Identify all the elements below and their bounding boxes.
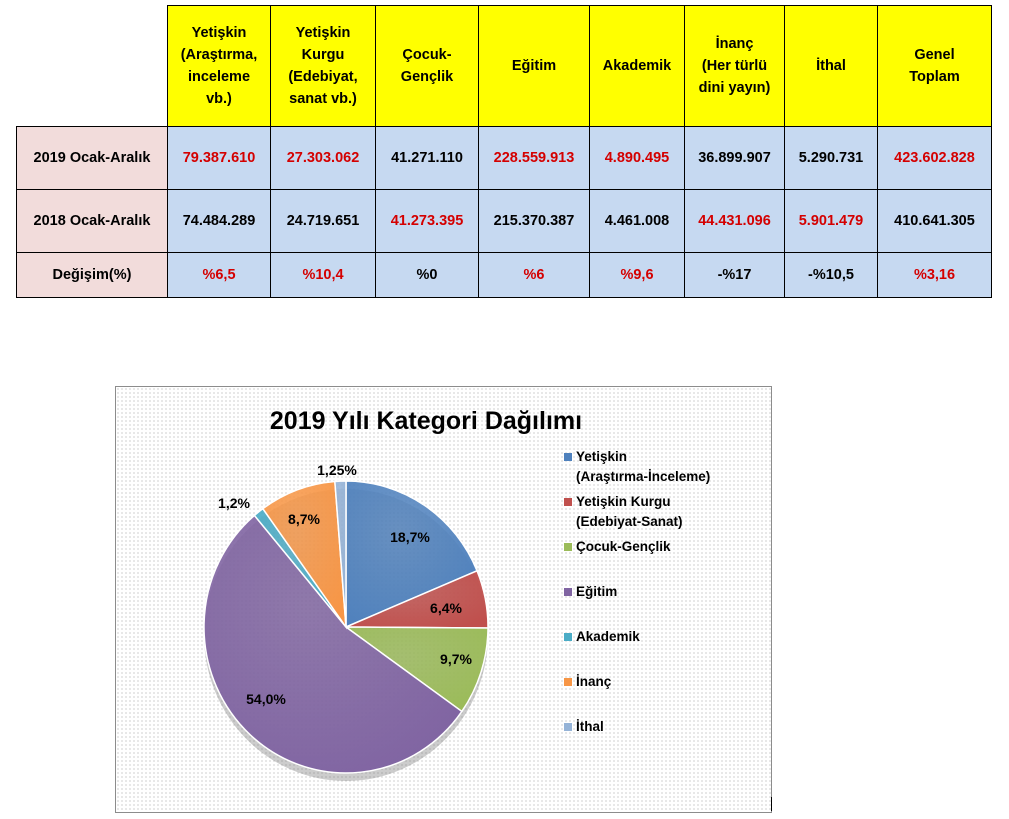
legend-label-line: (Araştırma-İnceleme) xyxy=(576,469,711,484)
slice-label-4: 54,0% xyxy=(246,691,286,707)
table-cell: %3,16 xyxy=(878,253,992,298)
column-header-line: (Her türlü xyxy=(701,58,768,74)
legend-item-1 xyxy=(564,447,764,487)
legend-item-4 xyxy=(564,582,764,602)
column-header-line: Çocuk- xyxy=(402,47,452,63)
column-header-line: (Edebiyat, xyxy=(288,69,358,85)
column-header-line: Gençlik xyxy=(400,69,454,85)
legend-label-line: Akademik xyxy=(576,629,640,644)
row-label: Değişim(%) xyxy=(17,253,168,298)
table-row xyxy=(17,190,992,253)
column-header-2 xyxy=(271,6,376,127)
column-header-line: dini yayın) xyxy=(698,80,771,96)
table-cell: 74.484.289 xyxy=(168,190,271,253)
table-cell: 4.890.495 xyxy=(590,127,685,190)
table-cell: 27.303.062 xyxy=(271,127,376,190)
legend-swatch xyxy=(564,543,572,551)
pie-chart-panel xyxy=(115,386,772,813)
legend-swatch xyxy=(564,723,572,731)
table-cell: 36.899.907 xyxy=(685,127,785,190)
slice-label-6: 8,7% xyxy=(288,511,320,527)
table-cell: %0 xyxy=(376,253,479,298)
column-header-line: İnanç xyxy=(715,36,754,52)
column-header-line: İthal xyxy=(816,58,846,74)
slice-label-5: 1,2% xyxy=(218,495,250,511)
column-header-line: sanat vb.) xyxy=(289,91,357,107)
slice-label-1: 18,7% xyxy=(390,529,430,545)
row-label: 2018 Ocak-Aralık xyxy=(17,190,168,253)
legend-item-7 xyxy=(564,717,764,737)
column-header-line: vb.) xyxy=(206,91,232,107)
column-header-line: Toplam xyxy=(909,69,960,85)
legend-label xyxy=(576,582,764,602)
legend-label-line: İnanç xyxy=(576,674,612,689)
legend-swatch xyxy=(564,498,572,506)
table-corner-cell xyxy=(17,6,168,127)
legend-item-3 xyxy=(564,537,764,557)
column-header-1 xyxy=(168,6,271,127)
table-cell: %6,5 xyxy=(168,253,271,298)
column-header-7 xyxy=(785,6,878,127)
table-cell: 79.387.610 xyxy=(168,127,271,190)
row-label: 2019 Ocak-Aralık xyxy=(17,127,168,190)
column-header-line: Genel xyxy=(914,47,955,63)
chart-title: 2019 Yılı Kategori Dağılımı xyxy=(269,407,583,435)
column-header-line: Akademik xyxy=(602,58,672,74)
legend-label-line: (Edebiyat-Sanat) xyxy=(576,514,683,529)
table-cell: -%10,5 xyxy=(785,253,878,298)
table-cell: 5.901.479 xyxy=(785,190,878,253)
legend-item-2 xyxy=(564,492,764,532)
table-cell: 228.559.913 xyxy=(479,127,590,190)
column-header-5 xyxy=(590,6,685,127)
table-row xyxy=(17,253,992,298)
slice-label-7: 1,25% xyxy=(317,462,357,478)
table-cell: 4.461.008 xyxy=(590,190,685,253)
legend-swatch xyxy=(564,453,572,461)
column-header-line: (Araştırma, xyxy=(180,47,258,63)
table-cell: 44.431.096 xyxy=(685,190,785,253)
column-header-3 xyxy=(376,6,479,127)
table-cell: 41.273.395 xyxy=(376,190,479,253)
table-cell: -%17 xyxy=(685,253,785,298)
table-cell: 24.719.651 xyxy=(271,190,376,253)
legend-label-line: Eğitim xyxy=(576,584,618,599)
column-header-8 xyxy=(878,6,992,127)
legend-label xyxy=(576,492,764,532)
chart-edge-mark xyxy=(771,797,772,811)
table-cell: 410.641.305 xyxy=(878,190,992,253)
column-header-line: inceleme xyxy=(187,69,251,85)
legend-label-line: Çocuk-Gençlik xyxy=(576,539,671,554)
table-cell: %9,6 xyxy=(590,253,685,298)
legend-swatch xyxy=(564,678,572,686)
table-cell: 5.290.731 xyxy=(785,127,878,190)
legend-item-5 xyxy=(564,627,764,647)
legend-label xyxy=(576,717,764,737)
legend-label-line: İthal xyxy=(576,719,604,734)
table-cell: 41.271.110 xyxy=(376,127,479,190)
table-cell: %6 xyxy=(479,253,590,298)
table-header-row xyxy=(17,6,992,127)
legend-label-line: Yetişkin xyxy=(576,449,628,464)
legend-label xyxy=(576,627,764,647)
legend-label xyxy=(576,537,764,557)
column-header-6 xyxy=(685,6,785,127)
column-header-line: Kurgu xyxy=(301,47,345,63)
slice-label-3: 9,7% xyxy=(440,651,472,667)
legend-label-line: Yetişkin Kurgu xyxy=(576,494,671,509)
legend-item-6 xyxy=(564,672,764,692)
table-cell: 423.602.828 xyxy=(878,127,992,190)
slice-label-2: 6,4% xyxy=(430,600,462,616)
table-cell: 215.370.387 xyxy=(479,190,590,253)
legend-label xyxy=(576,672,764,692)
legend-swatch xyxy=(564,588,572,596)
column-header-line: Yetişkin xyxy=(295,25,351,41)
table-row xyxy=(17,127,992,190)
table-body xyxy=(17,127,992,298)
column-header-line: Eğitim xyxy=(511,58,557,74)
table-cell: %10,4 xyxy=(271,253,376,298)
column-header-line: Yetişkin xyxy=(191,25,247,41)
legend-swatch xyxy=(564,633,572,641)
column-header-4 xyxy=(479,6,590,127)
legend-label xyxy=(576,447,764,487)
statistics-table xyxy=(16,5,992,298)
